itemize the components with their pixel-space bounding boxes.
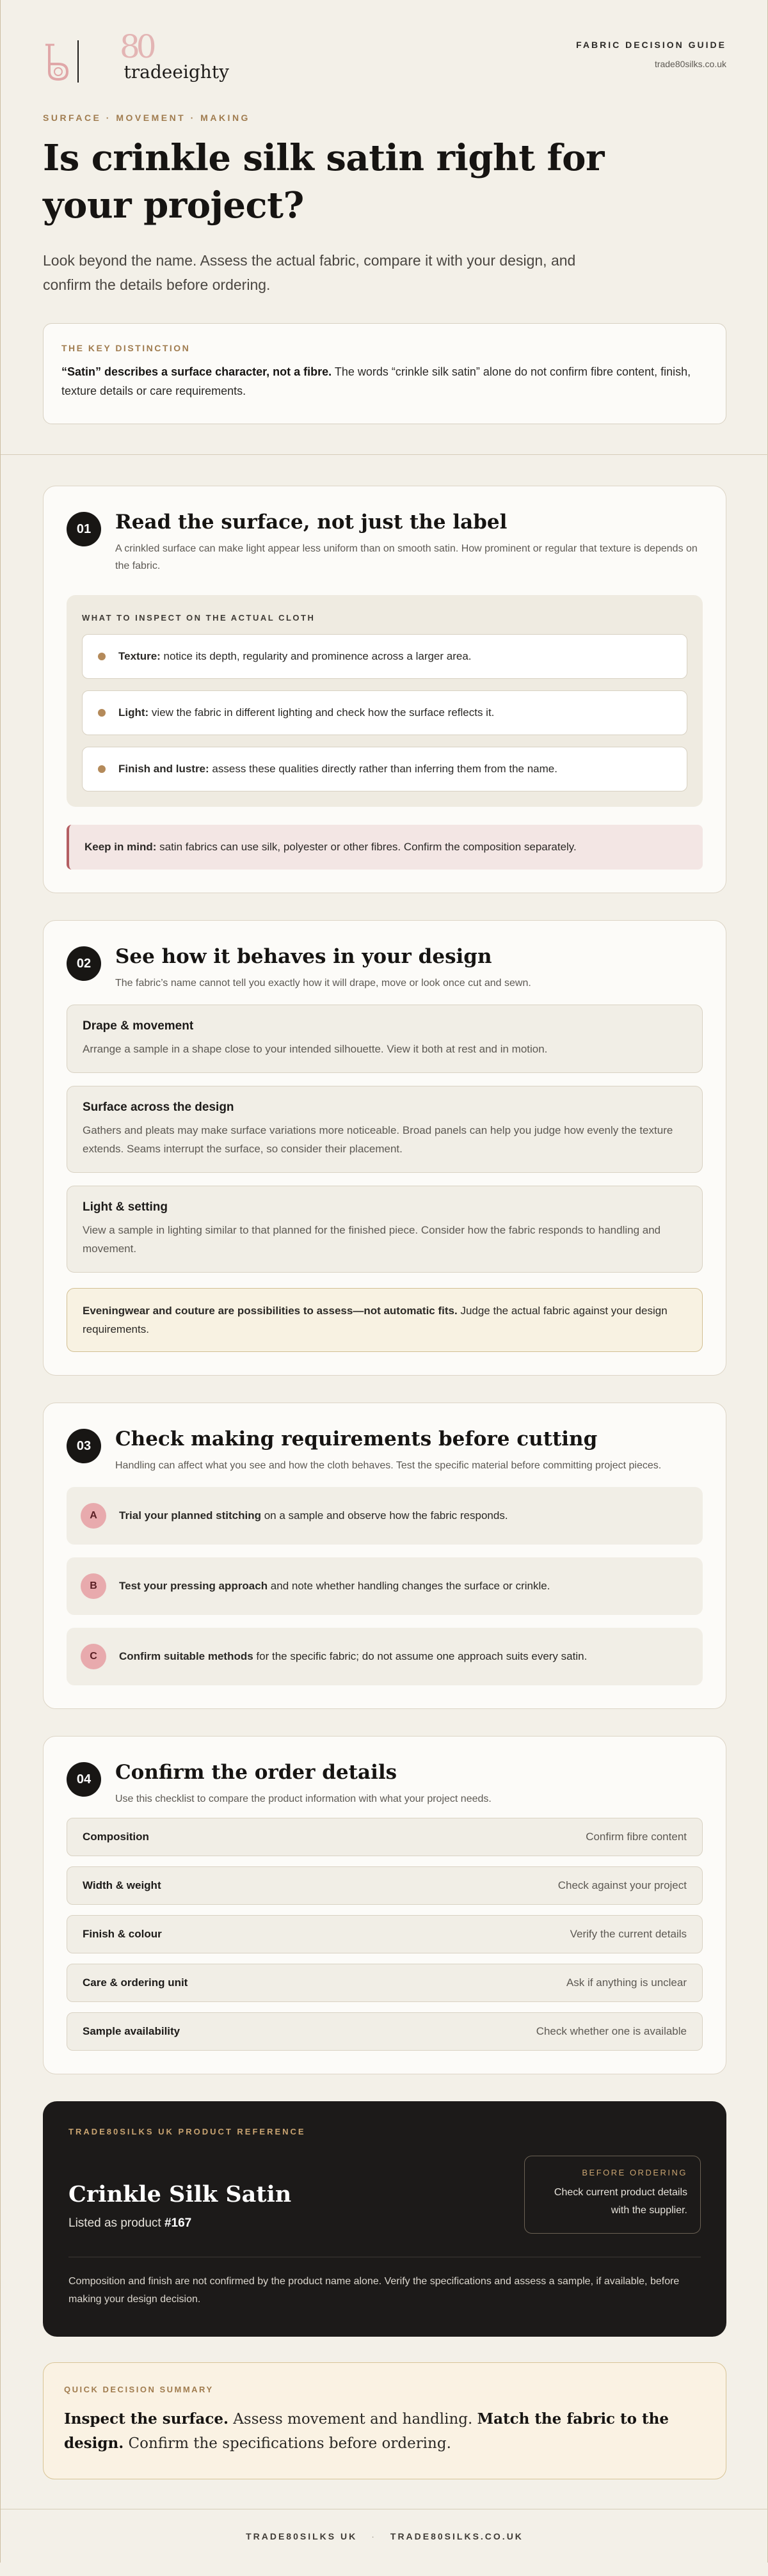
product-note: Composition and finish are not confirmed by the product name alone. Verify the specifications and assess a sample, if available, before making your design decision. bbox=[68, 2276, 680, 2305]
section-title: Check making requirements before cutting bbox=[115, 1427, 598, 1451]
footer-site-link[interactable]: TRADE80SILKS.CO.UK bbox=[390, 2531, 524, 2541]
panel-title: Surface across the design bbox=[83, 1101, 234, 1114]
step-bold: Confirm suitable methods bbox=[119, 1650, 253, 1662]
page-title: Is crinkle silk satin right for your project? bbox=[43, 137, 604, 227]
section-number: 04 bbox=[67, 1762, 101, 1797]
summary-kicker: QUICK DECISION SUMMARY bbox=[64, 2385, 214, 2394]
inspect-item-texture bbox=[82, 634, 687, 679]
guide-sections bbox=[1, 455, 768, 2479]
section-number: 01 bbox=[67, 512, 101, 546]
logo-text-eighty: eighty bbox=[172, 61, 229, 83]
bullet-dot-icon bbox=[98, 709, 106, 717]
inspect-checklist bbox=[67, 595, 703, 807]
section-title: See how it behaves in your design bbox=[115, 945, 492, 968]
checklist-key: Width & weight bbox=[83, 1879, 161, 1891]
section-subtitle: The fabric’s name cannot tell you exactly how it will drape, move or look once cut and sewn. bbox=[115, 978, 531, 989]
product-listed-prefix: Listed as product bbox=[68, 2216, 164, 2230]
inspect-item-label: Texture: bbox=[118, 650, 161, 662]
step-badge: C bbox=[81, 1644, 106, 1669]
product-reference-card bbox=[43, 2101, 726, 2337]
summary-bold-2: Match the fabric to the design. bbox=[64, 2410, 669, 2452]
checklist-key: Finish & colour bbox=[83, 1928, 162, 1940]
checklist-value: Check against your project bbox=[557, 1879, 687, 1891]
section-behaviour bbox=[43, 920, 726, 1376]
section-subtitle: Use this checklist to compare the product information with what your project needs. bbox=[115, 1793, 492, 1804]
before-ordering-box bbox=[524, 2156, 701, 2234]
panel-surface-design bbox=[67, 1086, 703, 1173]
checklist-row bbox=[67, 1915, 703, 1953]
checklist-key: Care & ordering unit bbox=[83, 1976, 188, 1989]
section-header bbox=[67, 1426, 703, 1474]
eveningwear-callout bbox=[67, 1288, 703, 1352]
callout-bold: Eveningwear and couture are possibilities to assess—not automatic fits. bbox=[83, 1305, 458, 1317]
section-order-details bbox=[43, 1736, 726, 2074]
inspect-item-text: view the fabric in different lighting and check how the surface reflects it. bbox=[148, 706, 495, 719]
key-distinction-bold: “Satin” describes a surface character, not a fibre. bbox=[61, 365, 332, 378]
step-pressing bbox=[67, 1557, 703, 1615]
panel-title: Light & setting bbox=[83, 1200, 168, 1214]
logo-eighty-mark: 80 bbox=[120, 28, 153, 65]
inspect-item-label: Light: bbox=[118, 706, 149, 719]
bullet-dot-icon bbox=[98, 765, 106, 773]
callout-text: Judge the actual fabric against your design requirements. bbox=[83, 1305, 668, 1335]
checklist-row bbox=[67, 1818, 703, 1856]
inspect-item-finish bbox=[82, 747, 687, 791]
checklist-value: Verify the current details bbox=[570, 1928, 687, 1940]
product-listed bbox=[68, 2216, 291, 2230]
checklist-row bbox=[67, 2012, 703, 2051]
step-badge: A bbox=[81, 1503, 106, 1529]
step-stitching bbox=[67, 1487, 703, 1545]
page-footer bbox=[1, 2509, 768, 2563]
bullet-dot-icon bbox=[98, 653, 106, 660]
checklist-row bbox=[67, 1866, 703, 1905]
panel-title: Drape & movement bbox=[83, 1019, 194, 1033]
before-ordering-kicker: BEFORE ORDERING bbox=[582, 2168, 687, 2177]
panel-light-setting bbox=[67, 1186, 703, 1273]
section-header bbox=[67, 1760, 703, 1808]
step-badge: B bbox=[81, 1573, 106, 1599]
section-subtitle: A crinkled surface can make light appear less uniform than on smooth satin. How prominent or regular that texture is depends on the fabric. bbox=[115, 543, 698, 571]
summary-text-2: Confirm the specifications before ordering. bbox=[124, 2435, 451, 2452]
footer-brand[interactable]: TRADE80SILKS UK bbox=[246, 2531, 358, 2541]
inspect-item-label: Finish and lustre: bbox=[118, 763, 209, 775]
callout-text: satin fabrics can use silk, polyester or other fibres. Confirm the composition separately. bbox=[156, 841, 577, 853]
inspect-item-text: assess these qualities directly rather than inferring them from the name. bbox=[209, 763, 557, 775]
product-row bbox=[68, 2156, 701, 2234]
brand-logo[interactable] bbox=[43, 28, 229, 86]
product-kicker: TRADE80SILKS UK PRODUCT REFERENCE bbox=[68, 2127, 306, 2136]
key-distinction-text bbox=[61, 362, 708, 401]
panel-text: Gathers and pleats may make surface variations more noticeable. Broad panels can help you judge how evenly the texture extends. Seams interrupt the surface, so consider their placement. bbox=[83, 1124, 673, 1155]
step-text: on a sample and observe how the fabric responds. bbox=[260, 1509, 508, 1522]
logo-wordmark bbox=[85, 28, 229, 86]
section-subtitle: Handling can affect what you see and how the cloth behaves. Test the specific material before committing project pieces. bbox=[115, 1460, 662, 1471]
panel-text: View a sample in lighting similar to that planned for the finished piece. Consider how the fabric responds to handling and movement. bbox=[83, 1224, 661, 1255]
guide-meta bbox=[576, 40, 726, 69]
step-text: for the specific fabric; do not assume one approach suits every satin. bbox=[253, 1650, 588, 1662]
summary-bold-1: Inspect the surface. bbox=[64, 2410, 228, 2428]
summary-text-1: Assess movement and handling. bbox=[228, 2411, 477, 2428]
checklist-key: Composition bbox=[83, 1831, 149, 1843]
section-number: 02 bbox=[67, 946, 101, 981]
footer-separator: · bbox=[371, 2531, 376, 2541]
checklist-value: Confirm fibre content bbox=[586, 1831, 687, 1843]
section-title: Confirm the order details bbox=[115, 1761, 397, 1784]
section-header bbox=[67, 509, 703, 575]
checklist-key: Sample availability bbox=[83, 2025, 180, 2037]
section-making-requirements bbox=[43, 1403, 726, 1709]
panel-text: Arrange a sample in a shape close to your intended silhouette. View it both at rest and in motion. bbox=[83, 1043, 548, 1055]
step-bold: Test your pressing approach bbox=[119, 1580, 268, 1592]
key-distinction-body: The words “crinkle silk satin” alone do not confirm fibre content, finish, texture details or care requirements. bbox=[61, 365, 691, 397]
section-number: 03 bbox=[67, 1429, 101, 1463]
key-distinction-card bbox=[43, 323, 726, 424]
product-code: #167 bbox=[164, 2216, 192, 2230]
product-name: Crinkle Silk Satin bbox=[68, 2181, 292, 2207]
summary-text bbox=[64, 2407, 705, 2456]
inspect-kicker: WHAT TO INSPECT ON THE ACTUAL CLOTH bbox=[82, 613, 316, 623]
step-methods bbox=[67, 1628, 703, 1685]
section-read-surface bbox=[43, 486, 726, 893]
before-ordering-text: Check current product details with the supplier. bbox=[554, 2187, 687, 2216]
inspect-item-light bbox=[82, 690, 687, 735]
logo-divider bbox=[77, 40, 79, 83]
page-header bbox=[1, 0, 768, 454]
logo-text-trade: trade bbox=[124, 61, 173, 83]
step-bold: Trial your planned stitching bbox=[119, 1509, 261, 1522]
key-distinction-kicker: THE KEY DISTINCTION bbox=[61, 343, 191, 353]
guide-title: FABRIC DECISION GUIDE bbox=[576, 40, 726, 50]
section-title: Read the surface, not just the label bbox=[115, 511, 508, 534]
keep-in-mind-callout bbox=[67, 825, 703, 870]
checklist-value: Check whether one is available bbox=[536, 2025, 687, 2037]
eyebrow: SURFACE · MOVEMENT · MAKING bbox=[43, 113, 250, 123]
section-header bbox=[67, 944, 703, 992]
panel-drape-movement bbox=[67, 1005, 703, 1073]
brand-mark-icon bbox=[43, 41, 72, 82]
checklist-value: Ask if anything is unclear bbox=[566, 1976, 687, 1989]
page-lede: Look beyond the name. Assess the actual fabric, compare it with your design, and confirm the details before ordering. bbox=[43, 252, 576, 293]
guide-site-link[interactable]: trade80silks.co.uk bbox=[654, 59, 726, 69]
inspect-item-text: notice its depth, regularity and prominence across a larger area. bbox=[160, 650, 472, 662]
callout-bold: Keep in mind: bbox=[84, 841, 157, 853]
checklist-row bbox=[67, 1964, 703, 2002]
step-text: and note whether handling changes the surface or crinkle. bbox=[268, 1580, 550, 1592]
quick-decision-summary bbox=[43, 2362, 726, 2479]
